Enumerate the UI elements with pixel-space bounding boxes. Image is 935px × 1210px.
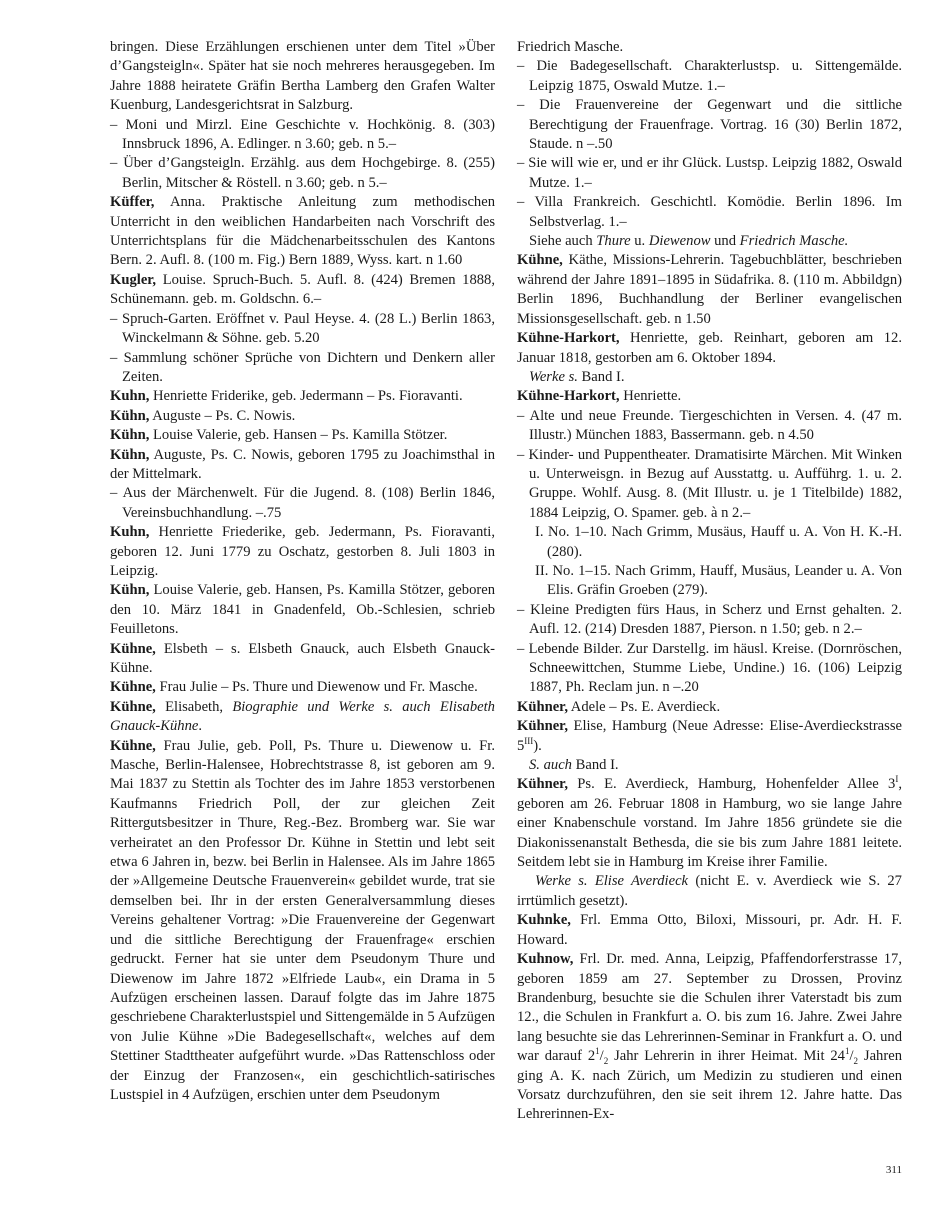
entry-item: – Lebende Bilder. Zur Darstellg. im häusl. Kreise. (Dornröschen, Schneewittchen, Stumme Liebe, Undine.) 16. (106) Leipzig 1887, Ph. Reclam jun. n –.20 [517, 640, 902, 696]
entry-italic: S. auch [529, 757, 572, 774]
entry-text: Louise Valerie, geb. Hansen – Ps. Kamilla Stötzer. [149, 427, 448, 444]
entry-text: Henriette, geb. Reinhart, geboren am 12. Januar 1818, gestorben am 6. Oktober 1894. [517, 330, 902, 366]
entry [517, 329, 902, 368]
entry-text: Frl. Emma Otto, Biloxi, Missouri, pr. Adr. H. F. Howard. [517, 912, 902, 948]
entry-text: . [198, 718, 203, 735]
entry-item: – Sie will wie er, und er ihr Glück. Lustsp. Leipzig 1882, Oswald Mutze. 1.– [517, 155, 902, 191]
entry [110, 581, 495, 639]
entry [110, 640, 495, 679]
entry-name: Kugler, [110, 271, 157, 288]
entry [110, 193, 495, 271]
entry-name: Kühne, [110, 679, 156, 696]
entry [110, 407, 495, 426]
superscript: III [524, 735, 534, 746]
entry [517, 950, 902, 1125]
entry-italic: Thure [596, 233, 631, 250]
entry-item: – Moni und Mirzl. Eine Geschichte v. Hochkönig. 8. (303) Innsbruck 1896, A. Edlinger. n 3.60; geb. n 5.– [110, 116, 495, 153]
fraction-slash: / [849, 1048, 854, 1065]
entry-name: Kühn, [110, 446, 150, 463]
entry-text: Henriette Friderike, geb. Jedermann – Ps. Fioravanti. [149, 388, 463, 405]
entry-italic: Biographie und Werke s. auch Elisabeth Gnauck-Kühne [110, 698, 495, 735]
entry [517, 698, 902, 717]
entry-continuation: bringen. Diese Erzählungen erschienen unter dem Titel »Über d’Gangsteigln«. Später hat sie noch mehreres herausgegeben. Im Jahre 1888 heiratete Gräfin Bertha Lamberg den Grafen Walter Kuenburg, Landesgerichtsrat in Salzburg. [110, 39, 495, 114]
entry [517, 911, 902, 950]
page-number: 311 [885, 1164, 902, 1176]
works-reference [517, 756, 902, 775]
entry [110, 737, 495, 1106]
entry-item: – Aus der Märchenwelt. Für die Jugend. 8. (108) Berlin 1846, Vereinsbuchhandlung. –.75 [110, 485, 495, 521]
entry-text: Henriette Friederike, geb. Jedermann, Ps. Fioravanti, geboren 12. Juni 1779 zu Oschatz, gestorben 8. Juli 1803 in Leipzig. [110, 524, 495, 579]
entry-name: Kuhn, [110, 524, 150, 541]
entry-italic: Friedrich Masche. [739, 233, 849, 250]
entry-name: Kühner, [517, 718, 568, 735]
entry [110, 678, 495, 697]
entry-item: – Kinder- und Puppentheater. Dramatisirte Märchen. Mit Winken u. Unterweisgn. in Bezug auf Ausstattg. u. Aufführg. 1. u. 2. Gruppe. Wohlf. Ausg. 8. (Mit Illustr. u. je 1 Titelbilde) 1882, 1884 Leipzig, O. Spamer. geb. à n 2.– [517, 446, 902, 521]
entry-item: – Kleine Predigten fürs Haus, in Scherz und Ernst gehalten. 2. Aufl. 12. (214) Dresden 1887, Pierson. n 1.50; geb. n 2.– [517, 601, 902, 638]
entry-text: Auguste, Ps. C. Nowis, geboren 1795 zu Joachimsthal in der Mittelmark. [110, 446, 495, 482]
entry [110, 387, 495, 406]
entry-text: Frau Julie – Ps. Thure und Diewenow und Fr. Masche. [155, 679, 478, 696]
superscript: 1 [844, 1046, 850, 1057]
entry-name: Kuhnke, [517, 912, 571, 929]
entry-text: Louise Valerie, geb. Hansen, Ps. Kamilla Stötzer, geboren den 10. März 1841 in Gnadenfeld, Ob.-Schlesien, schrieb Feuilletons. [110, 582, 495, 638]
entry-text: Ps. E. Averdieck, Hamburg, Hohenfelder Allee 3 [567, 776, 896, 793]
entry-italic: Diewenow [648, 233, 711, 250]
entry-text: Louise. Spruch-Buch. 5. Aufl. 8. (424) Bremen 1888, Schünemann. geb. m. Goldschn. 6.– [110, 271, 495, 308]
works-reference [517, 368, 902, 387]
entry-item: – Alte und neue Freunde. Tiergeschichten in Versen. 4. (47 m. Illustr.) München 1883, Bassermann. geb. n 4.50 [517, 407, 902, 444]
entry-name: Kühner, [517, 698, 568, 715]
entry-text: u. [630, 233, 649, 250]
entry-text: Jahren ging A. K. nach Zürich, um Medizin zu studieren und einen Vorsatz durchzuführen, den sie seit ihrem 12. Jahre hatte. Das Lehrerinnen-Ex- [517, 1048, 902, 1123]
entry-item: – Die Badegesellschaft. Charakterlustsp. u. Sittengemälde. Leipzig 1875, Oswald Mutze. 1.– [517, 58, 902, 94]
entry-name: Küffer, [110, 194, 155, 211]
entry-text: Frl. Dr. med. Anna, Leipzig, Pfaffendorferstrasse 17, geboren 1859 am 27. September zu Drossen, Provinz Brandenburg, besuchte sie die Schulen ihrer Vaterstadt bis zum 12., die Schulen in Frankfurt a. O. bis zum 16. Jahre. Zwei Jahre lang besuchte sie das Lehrerinnen-Seminar in Frankfurt a. O. und war darauf 2 [517, 951, 902, 1065]
superscript: I [895, 774, 899, 785]
entry [110, 426, 495, 445]
entry-text: , geboren am 26. Februar 1808 in Hamburg, wo sie lange Jahre einer Knabenschule vorstand. Im Jahre 1856 gründete sie die Diakonissenanstalt Bethesda, die sie bis zum Jahre 1881 leitete. Seitdem lebt sie in Hamburg im Kreise ihrer Familie. [517, 776, 902, 871]
entry-name: Kühne-Harkort, [517, 388, 620, 405]
entry [110, 446, 495, 485]
entry-text: (nicht E. v. Averdieck wie S. 27 irrtümlich gesetzt). [517, 873, 902, 909]
entry [110, 523, 495, 581]
entry-name: Kühn, [110, 407, 150, 424]
entry-text: und [710, 233, 740, 250]
subscript: 2 [603, 1056, 609, 1067]
entry-text: Adele – Ps. E. Averdieck. [567, 698, 721, 715]
entry-text: Käthe, Missions-Lehrerin. Tagebuchblätter, beschrieben während der Jahre 1891–1895 in Südafrika. 8. (110 m. Abbildgn) Berlin 1896, Buchhandlung der Berliner evangelischen Missionsgesellschaft. geb. n 1.50 [517, 252, 902, 327]
entry-name: Kühne, [110, 640, 156, 657]
entry-item: – Spruch-Garten. Eröffnet v. Paul Heyse. 4. (28 L.) Berlin 1863, Winckelmann & Söhne. geb. 5.20 [110, 310, 495, 347]
entry-subitem: II. No. 1–15. Nach Grimm, Hauff, Musäus, Leander u. A. Von Elis. Gräfin Groeben (279). [535, 562, 902, 599]
entry-text: Band I. [571, 757, 619, 774]
entry [517, 717, 902, 756]
subscript: 2 [853, 1056, 859, 1067]
entry [110, 698, 495, 737]
entry-text: Siehe auch [529, 233, 597, 250]
entry-item: – Sammlung schöner Sprüche von Dichtern und Denkern aller Zeiten. [110, 349, 495, 385]
entry-text: Band I. [577, 368, 625, 385]
entry-item: – Villa Frankreich. Geschichtl. Komödie. Berlin 1896. Im Selbstverlag. 1.– [517, 194, 902, 230]
entry-text: Anna. Praktische Anleitung zum methodischen Unterricht in den weiblichen Handarbeiten nach Vorschrift des Unterrichtsplans für die Mädchenarbeitsschulen des Kantons Bern. 2. Aufl. 8. (100 m. Fig.) Bern 1889, Wyss. kart. n 1.60 [110, 194, 495, 269]
entry-name: Kühn, [110, 582, 150, 599]
right-column [517, 38, 902, 1125]
entry-continuation: Friedrich Masche. [517, 39, 624, 55]
entry-name: Kühne, [517, 252, 563, 269]
entry-name: Kühner, [517, 776, 568, 793]
entry-name: Kühne, [110, 698, 156, 715]
entry-italic: Werke s. Elise Averdieck [535, 873, 689, 890]
entry-name: Kühne, [110, 737, 156, 754]
superscript: 1 [595, 1046, 600, 1057]
left-column [110, 38, 495, 1105]
entry-subitem: I. No. 1–10. Nach Grimm, Musäus, Hauff u. A. Von H. K.-H. (280). [535, 524, 902, 560]
works-reference [517, 872, 902, 911]
entry-text: Elise, Hamburg (Neue Adresse: Elise-Averdieckstrasse 5 [517, 718, 902, 754]
entry [517, 251, 902, 329]
entry-text: Frau Julie, geb. Poll, Ps. Thure u. Diewenow u. Fr. Masche, Berlin-Halensee, Hobrechtstrasse 8, ist geboren am 9. Mai 1837 zu Stettin als Tochter des im Jahre 1853 verstorbenen Kaufmanns Friedrich Poll, der zur gleichen Zeit Rittergutsbesitzer in Thure, Reg.-Bez. Bromberg war. Sie war verheiratet an den Professor Dr. Kühne in Stettin und lebt seit etwa 6 Jahren in, bezw. bei Berlin in Halensee. Als im Jahre 1865 der »Allgemeine Deutsche Frauenverein« gebildet wurde, trat sie demselben bei. Ihr in der ersten Generalversammlung dieses Vereins gehaltener Vortrag: »Die Frauenvereine der Gegenwart und die sittliche Berechtigung der Frauenfrage« erschien gedruckt. Ferner hat sie unter dem Pseudonym Thure und Diewenow im Jahre 1872 »Elfriede Laub«, ein Drama in 5 Aufzügen erscheinen lassen. Darauf folgte das im Jahre 1875 geschriebene Charakterlustspiel und Sittengemälde in 5 Aufzügen von Julie Kühne »Die Badegesellschaft«, welches auf dem Stettiner Stadttheater aufgeführt wurde. »Das Rattenschloss oder der Einzug der Franzosen«, ein geschichtlich-satirisches Lustspiel in 4 Aufzügen, erschien unter dem Pseudonym [110, 737, 496, 1103]
entry-name: Kuhn, [110, 388, 150, 405]
entry-item: – Über d’Gangsteigln. Erzählg. aus dem Hochgebirge. 8. (255) Berlin, Mitscher & Röstell. n 3.60; geb. n 5.– [110, 155, 495, 191]
entry-name: Kühne-Harkort, [517, 330, 620, 347]
entry-text: Elsbeth – s. Elsbeth Gnauck, auch Elsbeth Gnauck-Kühne. [110, 640, 495, 676]
entry-text: Jahr Lehrerin in ihrer Heimat. Mit 24 [608, 1048, 845, 1065]
fraction-slash: / [599, 1048, 604, 1065]
entry-item: – Die Frauenvereine der Gegenwart und die sittliche Berechtigung der Frauenfrage. Vortrag. 16 (30) Berlin 1872, Staude. n –.50 [517, 97, 902, 153]
entry [110, 271, 495, 310]
entry [517, 387, 902, 406]
entry-name: Kühn, [110, 427, 150, 444]
entry-text: ). [533, 737, 542, 754]
entry-name: Kuhnow, [517, 951, 574, 968]
entry-text: Henriette. [619, 388, 682, 405]
entry-text: Auguste – Ps. C. Nowis. [149, 407, 296, 424]
entry [517, 775, 902, 872]
entry-italic: Werke s. [529, 368, 578, 385]
entry-text: Elisabeth, [155, 698, 233, 715]
see-also [517, 232, 902, 251]
